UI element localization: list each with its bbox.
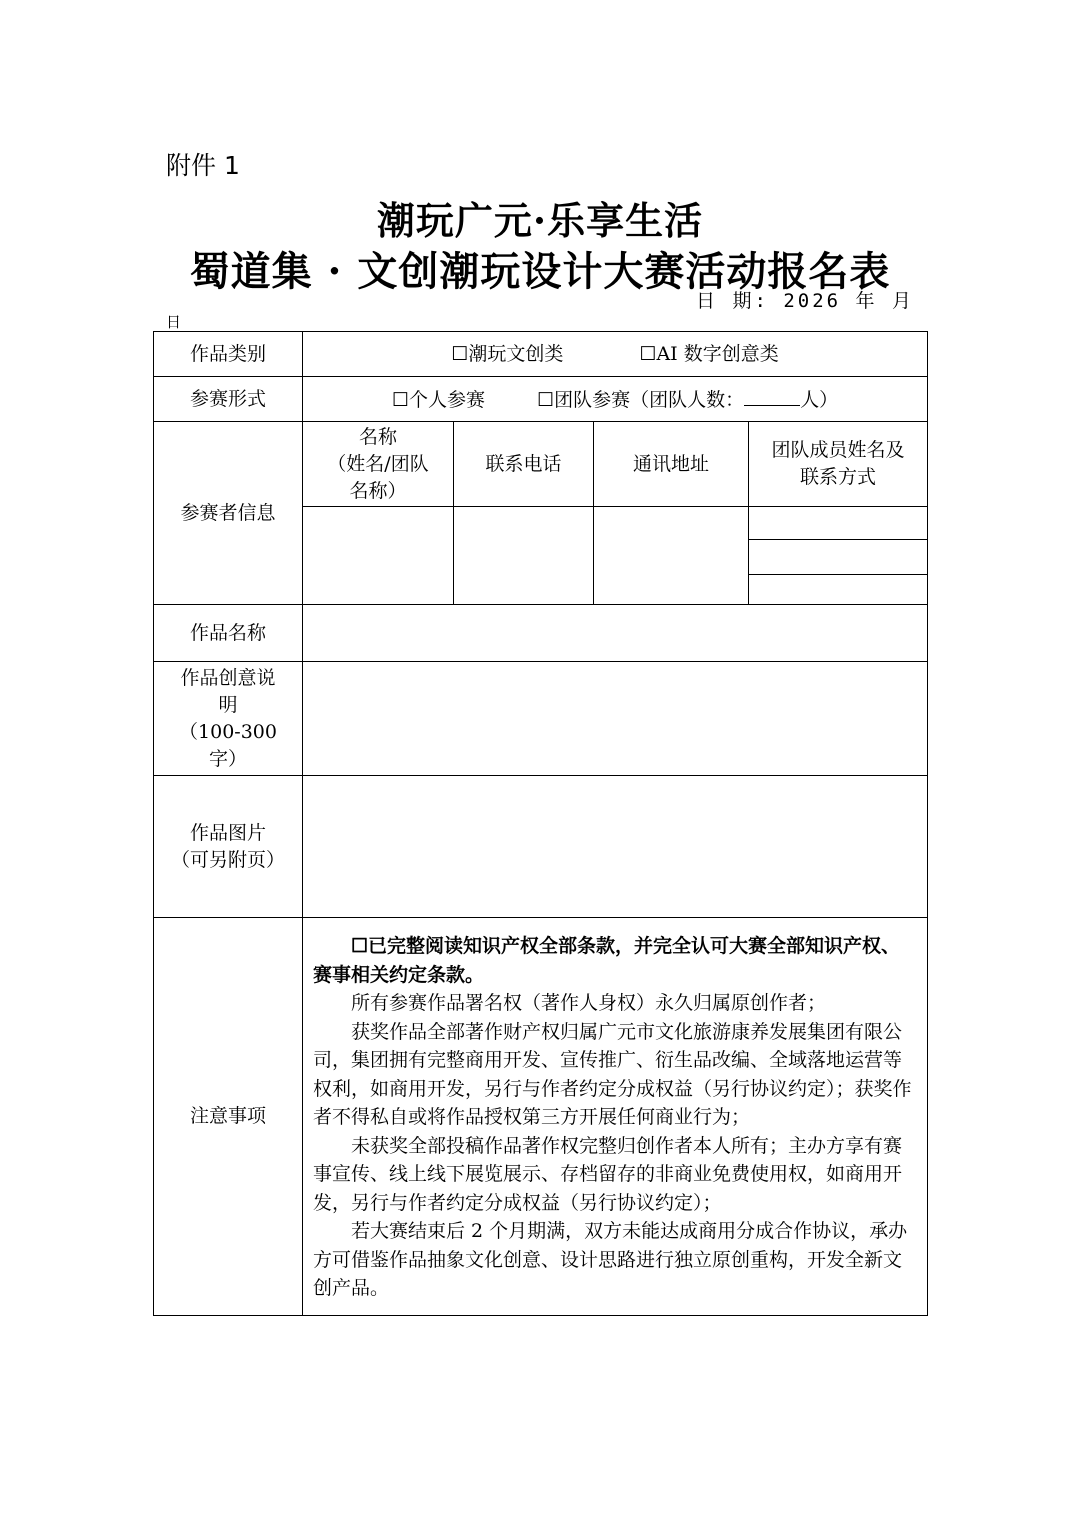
team-member-input-2[interactable] <box>749 539 927 574</box>
attachment-label: 附件 1 <box>166 151 240 180</box>
description-input[interactable] <box>303 662 928 776</box>
notes-paragraph-3: 获奖作品全部著作财产权归属广元市文化旅游康养发展集团有限公司，集团拥有完整商用开发、宣传推广、衍生品改编、全域落地运营等权利，如商用开发，另行与作者约定分成权益（另行协议约定）；获奖作者不得私自或将作品授权第三方开展任何商业行为； <box>313 1020 912 1129</box>
description-row <box>154 662 928 776</box>
description-label-line-4: 字） <box>208 747 247 770</box>
notes-paragraph-2: 所有参赛作品署名权（著作人身权）永久归属原创作者； <box>351 992 827 1015</box>
participant-label: 参赛者信息 <box>154 422 303 605</box>
team-size-suffix: 人） <box>800 388 839 411</box>
description-label-line-3: （100-300 <box>179 720 277 743</box>
image-label <box>154 776 303 918</box>
registration-form-table <box>153 331 928 1316</box>
image-input[interactable] <box>303 776 928 918</box>
image-label-line-1: 作品图片 <box>189 821 266 844</box>
col-name-line-3: 名称） <box>349 479 407 502</box>
category-options <box>303 332 928 377</box>
col-name-header <box>303 422 454 507</box>
date-day: 日 <box>166 313 182 331</box>
work-name-input[interactable] <box>303 605 928 662</box>
participation-option-team[interactable]: ☐团队参赛（团队人数： <box>537 388 745 411</box>
col-team-header <box>749 422 928 507</box>
category-label: 作品类别 <box>154 332 303 377</box>
category-option-ai[interactable]: ☐AI 数字创意类 <box>639 342 779 365</box>
name-input-cell[interactable] <box>303 507 454 605</box>
col-name-line-1: 名称 <box>358 425 397 448</box>
address-input-cell[interactable] <box>594 507 749 605</box>
participation-options <box>303 377 928 422</box>
notes-agreement-checkbox[interactable]: ☐已完整阅读知识产权全部条款，并完全认可大赛全部知识产权、赛事相关约定条款。 <box>313 935 901 986</box>
team-member-input-1[interactable] <box>749 507 927 539</box>
category-option-trendy[interactable]: ☐潮玩文创类 <box>451 342 564 365</box>
description-label <box>154 662 303 776</box>
date-label: 日 期: 2026 年 月 <box>696 290 914 312</box>
description-label-line-2: 明 <box>218 693 238 716</box>
participation-label: 参赛形式 <box>154 377 303 422</box>
col-address-header: 通讯地址 <box>594 422 749 507</box>
title-line-1: 潮玩广元·乐享生活 <box>376 198 704 243</box>
col-phone-header: 联系电话 <box>454 422 594 507</box>
image-label-line-2: （可另附页） <box>170 848 285 871</box>
col-name-line-2: （姓名/团队 <box>327 452 429 475</box>
work-name-label: 作品名称 <box>154 605 303 662</box>
team-members-subtable <box>749 507 927 604</box>
notes-label: 注意事项 <box>154 918 303 1316</box>
category-row <box>154 332 928 377</box>
participant-header-row <box>154 422 928 507</box>
work-name-row <box>154 605 928 662</box>
image-row <box>154 776 928 918</box>
col-team-line-1: 团队成员姓名及 <box>771 439 905 461</box>
notes-content <box>303 918 928 1316</box>
col-team-line-2: 联系方式 <box>800 466 877 488</box>
notes-row <box>154 918 928 1316</box>
team-members-cell <box>749 507 928 605</box>
title-line-2: 蜀道集 · 文创潮玩设计大赛活动报名表 <box>189 248 891 295</box>
participation-option-individual[interactable]: ☐个人参赛 <box>391 388 485 411</box>
team-member-input-3[interactable] <box>749 574 927 604</box>
participation-row <box>154 377 928 422</box>
team-size-blank[interactable] <box>744 385 800 406</box>
notes-paragraph-5: 若大赛结束后 2 个月期满，双方未能达成商用分成合作协议，承办方可借鉴作品抽象文化创意、设计思路进行独立原创重构，开发全新文创产品。 <box>313 1220 908 1300</box>
notes-paragraph-4: 未获奖全部投稿作品著作权完整归创作者本人所有；主办方享有赛事宣传、线上线下展览展示、存档留存的非商业免费使用权，如商用开发，另行与作者约定分成权益（另行协议约定）； <box>313 1134 903 1214</box>
description-label-line-1: 作品创意说 <box>180 666 276 689</box>
phone-input-cell[interactable] <box>454 507 594 605</box>
